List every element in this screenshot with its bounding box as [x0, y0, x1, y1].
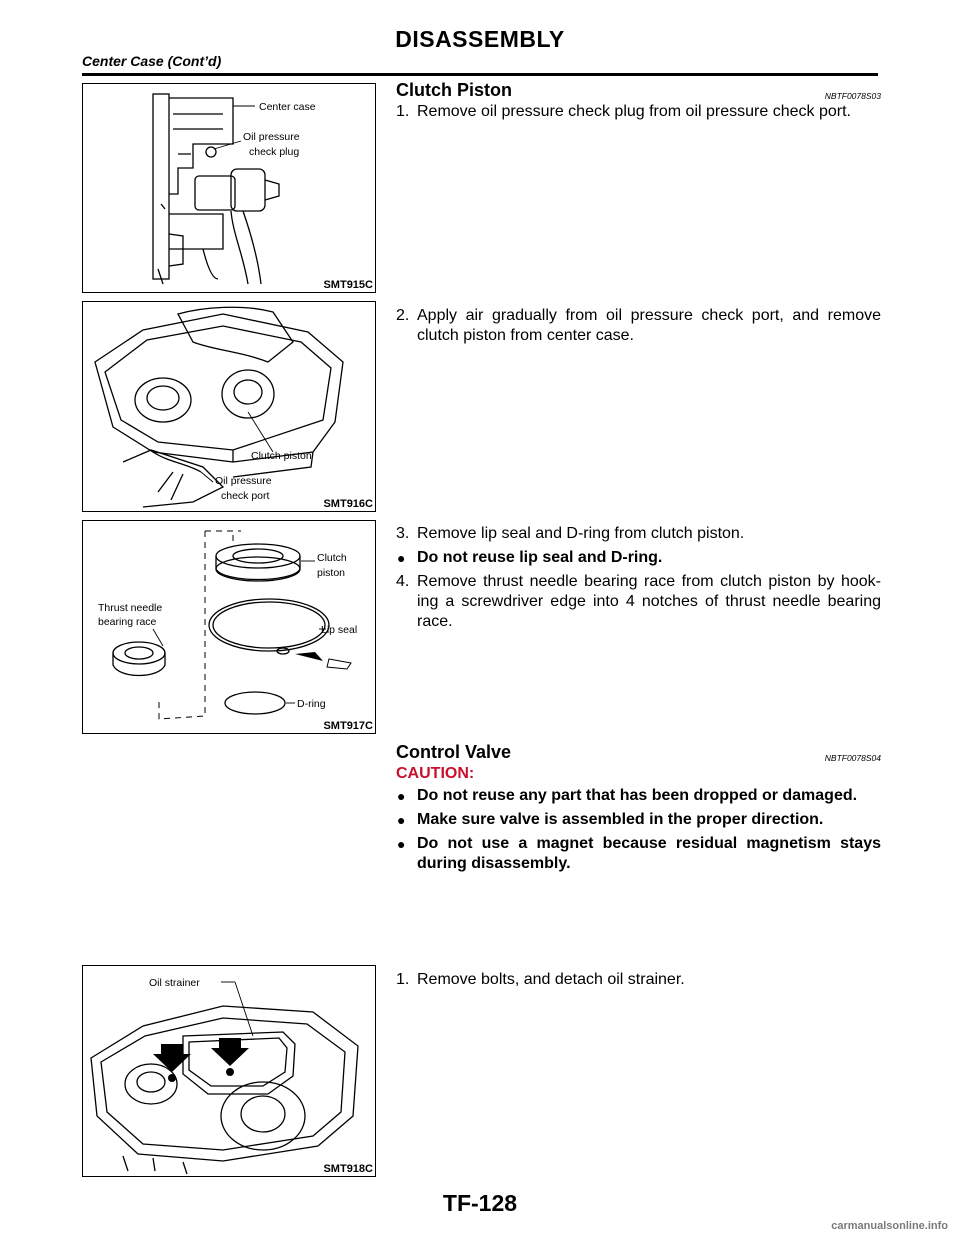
clutch-piston-steps-3-4-block — [396, 524, 881, 632]
figure-code: SMT916C — [323, 498, 373, 510]
step-number: 3. — [396, 525, 410, 542]
step-text: Apply air gradually from oil pressure check port, and remove clutch piston from center case. — [417, 307, 881, 344]
bullet-icon: ● — [397, 550, 406, 566]
figure-code: SMT918C — [323, 1163, 373, 1175]
caution-label: CAUTION: — [396, 765, 475, 782]
bullet-icon: ● — [397, 788, 406, 804]
control-valve-section — [396, 742, 881, 874]
label-bearing-race: bearing race — [98, 616, 157, 628]
caution-bullet-1 — [396, 786, 881, 806]
clutch-piston-removal-illustration — [83, 302, 375, 511]
step-1 — [396, 102, 881, 122]
header-rule — [82, 73, 878, 76]
figure-smt916c — [82, 301, 376, 512]
label-center-case: Center case — [259, 101, 316, 113]
step-2 — [396, 306, 881, 346]
bullet-text: Do not use a magnet because residual magnetism stays during disassembly. — [417, 835, 881, 872]
clutch-piston-section — [396, 80, 881, 122]
step-text: Remove oil pressure check plug from oil pressure check port. — [417, 103, 851, 120]
label-clutch: Clutch — [317, 552, 347, 564]
page-subtitle: Center Case (Cont’d) — [82, 53, 222, 69]
figure-smt915c — [82, 83, 376, 293]
section-title: Clutch Piston — [396, 80, 512, 100]
step-number: 1. — [396, 103, 410, 120]
page-title: DISASSEMBLY — [395, 26, 565, 52]
caution-bullet-3 — [396, 834, 881, 874]
label-lip-seal: Lip seal — [321, 624, 358, 636]
figure-smt918c — [82, 965, 376, 1177]
page-number: TF-128 — [442, 1190, 518, 1216]
step-number: 2. — [396, 307, 410, 324]
label-piston: piston — [317, 567, 346, 579]
label-thrust-needle: Thrust needle — [98, 602, 163, 614]
step-number: 4. — [396, 573, 410, 590]
watermark-link[interactable]: carmanualsonline.info — [831, 1220, 948, 1232]
bullet-icon: ● — [397, 836, 406, 852]
bullet-text: Make sure valve is assembled in the proper direction. — [417, 811, 824, 828]
control-valve-step-1-block — [396, 970, 881, 990]
step-3 — [396, 524, 881, 544]
center-case-illustration — [83, 84, 375, 292]
oil-strainer-illustration — [83, 966, 375, 1176]
label-check-plug: check plug — [249, 146, 300, 158]
figure-code: SMT917C — [323, 720, 373, 732]
figure-code: SMT915C — [323, 279, 373, 291]
step-4 — [396, 572, 881, 632]
label-oil-pressure: Oil pressure — [243, 131, 300, 143]
step-text: Remove thrust needle bearing race from clutch piston by hook- ing a screwdriver edge into 4 notches of thrust needle bearing race. — [417, 573, 881, 630]
step-number: 1. — [396, 971, 410, 988]
section-code: NBTF0078S04 — [824, 753, 881, 763]
label-check-port: check port — [221, 490, 270, 502]
figure-smt917c — [82, 520, 376, 734]
label-clutch-piston: Clutch piston — [251, 450, 312, 462]
step-3-bullet — [396, 548, 881, 568]
label-oil-pressure: Oil pressure — [215, 475, 272, 487]
label-d-ring: D-ring — [297, 698, 326, 710]
section-heading — [396, 80, 881, 102]
section-code: NBTF0078S03 — [824, 91, 881, 101]
step-text: Remove lip seal and D-ring from clutch piston. — [417, 525, 745, 542]
caution-bullet-2 — [396, 810, 881, 830]
step-1 — [396, 970, 881, 990]
section-title: Control Valve — [396, 742, 512, 762]
bullet-icon: ● — [397, 812, 406, 828]
bullet-text: Do not reuse any part that has been dropped or damaged. — [417, 787, 858, 804]
label-oil-strainer: Oil strainer — [149, 977, 200, 989]
step-text: Remove bolts, and detach oil strainer. — [417, 971, 685, 988]
clutch-piston-parts-illustration — [83, 521, 375, 733]
bullet-text: Do not reuse lip seal and D-ring. — [417, 549, 663, 566]
section-heading — [396, 742, 881, 764]
clutch-piston-step-2-block — [396, 306, 881, 346]
